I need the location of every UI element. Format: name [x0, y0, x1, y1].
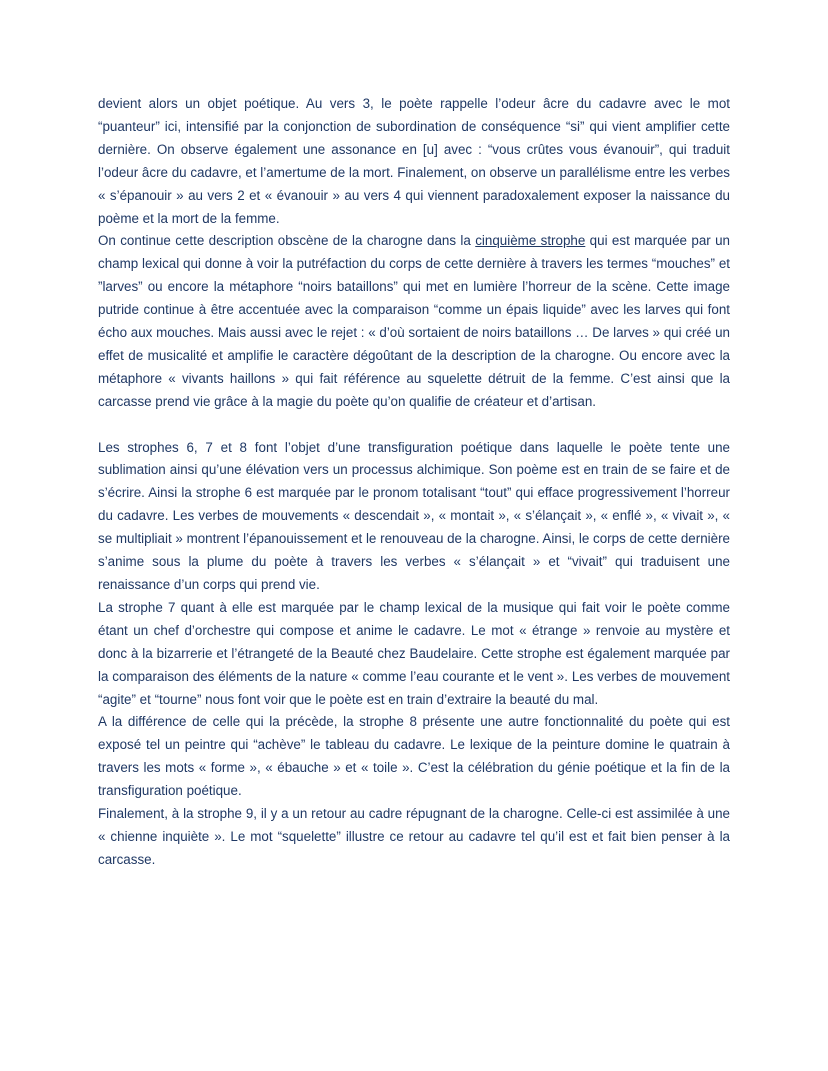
paragraph: devient alors un objet poétique. Au vers 3, le poète rappelle l’odeur âcre du cadavre avec le mot “puanteur” ici, intensifié par la conjonction de subordination de conséquence “si” qui vient amplifier cette dernière. On observe également une assonance en [u] avec : “vous crûtes vous évanouir”, qui traduit l’odeur âcre du cadavre, et l’amertume de la mort. Finalement, on observe un parallélisme entre les verbes « s’épanouir » au vers 2 et « évanouir » au vers 4 qui viennent paradoxalement exposer la naissance du poème et la mort de la femme.	[98, 96, 730, 226]
text-run: On continue cette description obscène de la charogne dans la	[98, 233, 476, 249]
text-run: qui est marquée par un champ lexical qui donne à voir la putréfaction du corps de cette dernière à travers les termes “mouches” et ”larves” ou encore la métaphore “noirs bataillons” qui met en lumière l’horreur de la scène. Cette image putride continue à être accentuée avec la comparaison “comme un épais liquide” avec les larves qui font écho aux mouches. Mais aussi avec le rejet : « d’où sortaient de noirs bataillons … De larves » qui créé un effet de musicalité et amplifie le caractère dégoûtant de la description de la charogne. Ou encore avec la métaphore « vivants haillons » qui fait référence au squelette détruit de la femme. C’est ainsi que la carcasse prend vie grâce à la magie du poète qu’on qualifie de créateur et d’artisan.	[98, 233, 730, 409]
underlined-text: cinquième strophe	[475, 233, 586, 249]
document-body	[98, 93, 730, 872]
paragraph: A la différence de celle qui la précède, la strophe 8 présente une autre fonctionnalité du poète qui est exposé tel un peintre qui “achève” le tableau du cadavre. Le lexique de la peinture domine le quatrain à travers les mots « forme », « ébauche » et « toile ». C’est la célébration du génie poétique et la fin de la transfiguration poétique.	[98, 714, 730, 799]
paragraph: Les strophes 6, 7 et 8 font l’objet d’une transfiguration poétique dans laquelle le poète tente une sublimation ainsi qu’une élévation vers un processus alchimique. Son poème est en train de se faire et de s’écrire. Ainsi la strophe 6 est marquée par le pronom totalisant “tout” qui efface progressivement l’horreur du cadavre. Les verbes de mouvements « descendait », « montait », « s’élançait », « enflé », « vivait », « se multipliait » montrent l’épanouissement et le renouveau de la charogne. Ainsi, le corps de cette dernière s’anime sous la plume du poète à travers les verbes « s’élançait » et “vivait” qui traduisent une renaissance d’un corps qui prend vie.	[98, 439, 730, 593]
paragraph	[98, 230, 730, 413]
paragraph: La strophe 7 quant à elle est marquée par le champ lexical de la musique qui fait voir le poète comme étant un chef d’orchestre qui compose et anime le cadavre. Le mot « étrange » renvoie au mystère et donc à la bizarrerie et l’étrangeté de la Beauté chez Baudelaire. Cette strophe est également marquée par la comparaison des éléments de la nature « comme l’eau courante et le vent ». Les verbes de mouvement “agite” et “tourne” nous font voir que le poète est en train d’extraire la beauté du mal.	[98, 599, 730, 707]
paragraph: Finalement, à la strophe 9, il y a un retour au cadre répugnant de la charogne. Celle-ci est assimilée à une « chienne inquiète ». Le mot “squelette” illustre ce retour au cadavre tel qu’il est et fait bien penser à la carcasse.	[98, 806, 730, 867]
